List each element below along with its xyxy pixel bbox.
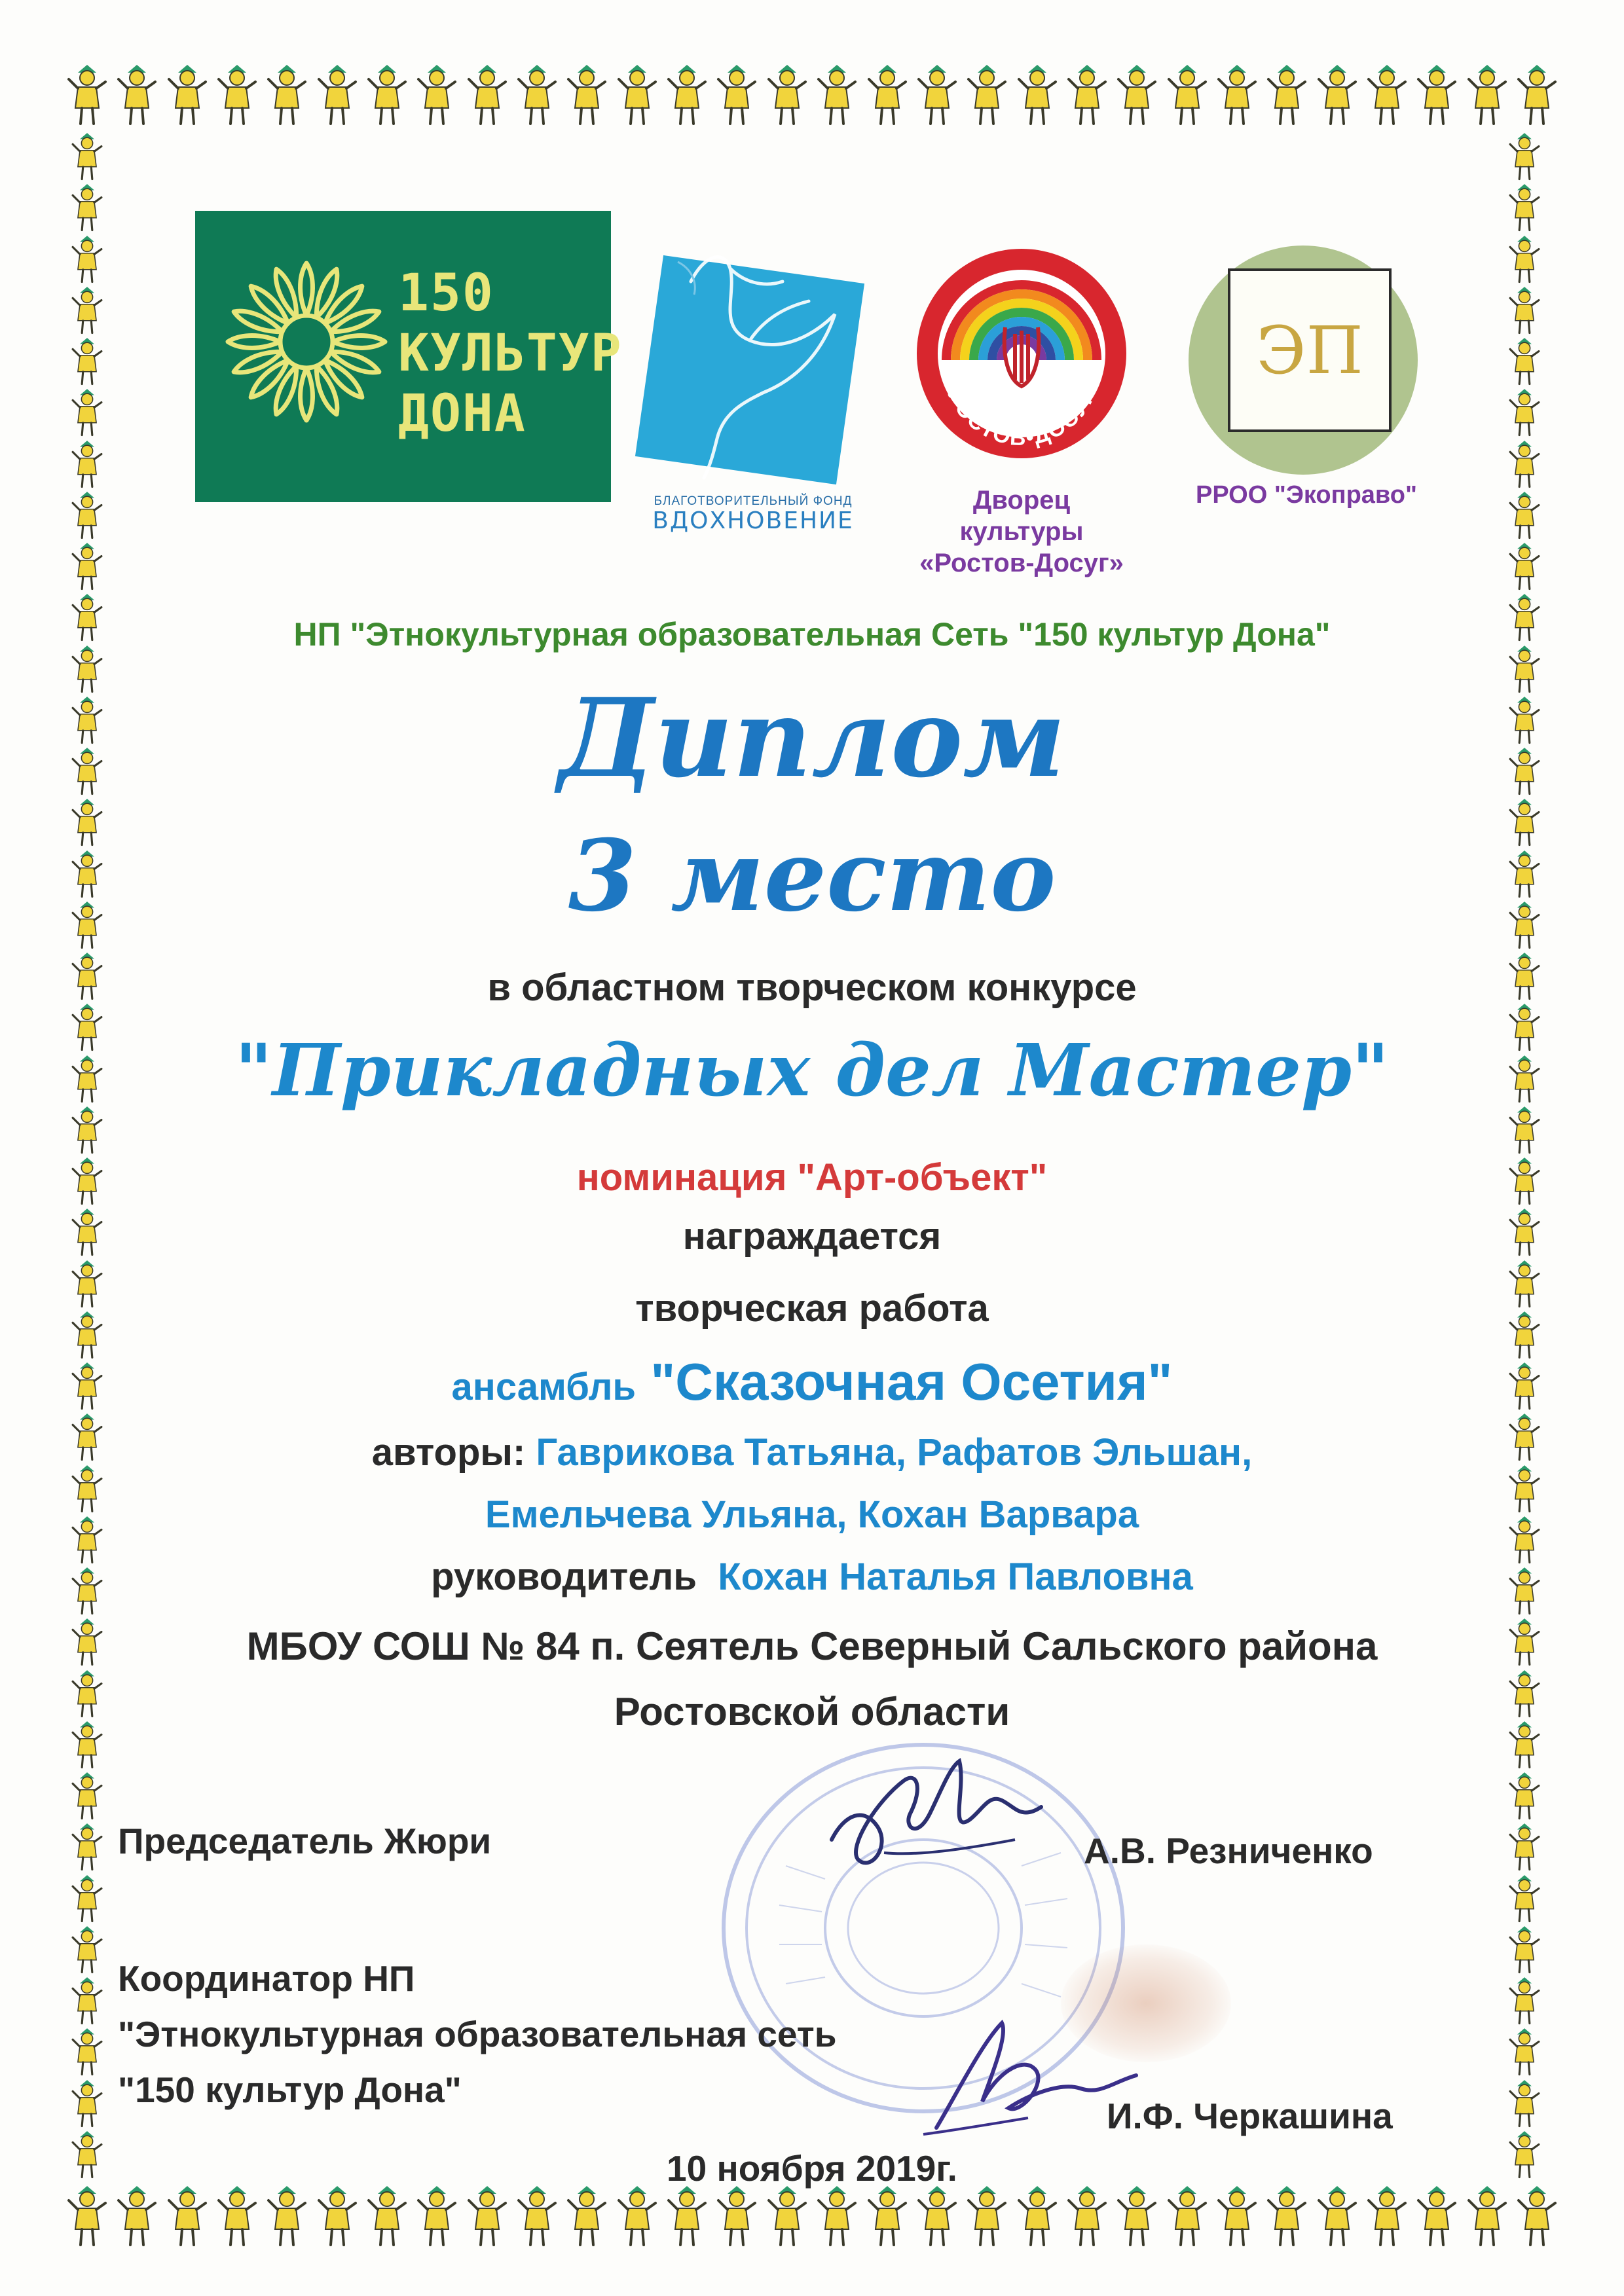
yellow-child-figure-icon xyxy=(262,62,312,128)
yellow-child-figure-icon xyxy=(62,1924,112,1975)
nomination-line: номинация "Арт-объект" xyxy=(576,1156,1048,1199)
diploma-title: Диплом xyxy=(558,674,1066,801)
yellow-child-figure-icon xyxy=(612,62,662,128)
culture150-logo xyxy=(195,211,623,502)
coordinator-line-3: "150 культур Дона" xyxy=(118,2069,462,2110)
yellow-child-figure-icon xyxy=(462,2183,512,2249)
yellow-child-figure-icon xyxy=(62,62,112,128)
yellow-child-figure-icon xyxy=(862,2183,912,2249)
yellow-child-figure-icon xyxy=(1500,2078,1549,2129)
yellow-child-figure-icon xyxy=(412,62,462,128)
yellow-child-figure-icon xyxy=(612,2183,662,2249)
yellow-child-figure-icon xyxy=(862,62,912,128)
yellow-child-figure-icon xyxy=(62,182,112,233)
yellow-child-figure-icon xyxy=(512,2183,562,2249)
yellow-child-figure-icon xyxy=(212,2183,262,2249)
coordinator-line-1: Координатор НП xyxy=(118,1958,415,1999)
yellow-child-figure-icon xyxy=(1500,1873,1549,1924)
ensemble-line xyxy=(0,1352,1624,1412)
yellow-child-figure-icon xyxy=(1462,2183,1512,2249)
leader-name: Кохан Наталья Павловна xyxy=(718,1556,1193,1598)
logo-line-1: 150 xyxy=(398,264,494,323)
leader-label: руководитель xyxy=(431,1556,697,1598)
authors-line-1 xyxy=(0,1430,1624,1474)
logo-line-3: ДОНА xyxy=(398,384,526,443)
ep-letters: ЭП xyxy=(1256,312,1363,389)
yellow-child-figure-icon xyxy=(1212,62,1262,128)
yellow-child-figure-icon xyxy=(1500,1770,1549,1821)
yellow-child-figure-icon xyxy=(1500,1975,1549,2026)
work-line: творческая работа xyxy=(635,1287,989,1330)
yellow-child-figure-icon xyxy=(1512,2183,1562,2249)
yellow-child-figure-icon xyxy=(62,285,112,336)
yellow-child-figure-icon xyxy=(662,62,712,128)
awarded-line: награждается xyxy=(682,1215,942,1258)
yellow-child-figure-icon xyxy=(1412,62,1462,128)
place-heading: 3 место xyxy=(568,818,1056,934)
rainbow-lyre-icon xyxy=(913,246,1130,462)
yellow-child-figure-icon xyxy=(1362,62,1412,128)
yellow-child-figure-icon xyxy=(1162,62,1212,128)
coordinator-name: И.Ф. Черкашина xyxy=(1107,2096,1393,2136)
yellow-child-figure-icon xyxy=(62,490,112,541)
leader-line xyxy=(0,1555,1624,1599)
yellow-child-figure-icon xyxy=(1412,2183,1462,2249)
yellow-child-figure-icon xyxy=(62,131,112,182)
yellow-child-figure-icon xyxy=(962,62,1012,128)
yellow-child-figure-icon xyxy=(1012,62,1062,128)
yellow-child-figure-icon xyxy=(62,1873,112,1924)
yellow-child-figure-icon xyxy=(62,439,112,490)
yellow-child-figure-icon xyxy=(362,2183,412,2249)
yellow-child-figure-icon xyxy=(1112,62,1162,128)
authors-names-1: Гаврикова Татьяна, Рафатов Эльшан, xyxy=(536,1431,1253,1474)
yellow-child-figure-icon xyxy=(112,62,162,128)
yellow-child-figure-icon xyxy=(1012,2183,1062,2249)
yellow-child-figure-icon xyxy=(62,2026,112,2077)
yellow-child-figure-icon xyxy=(1500,336,1549,387)
yellow-child-figure-icon xyxy=(1500,234,1549,285)
school-line-1: МБОУ СОШ № 84 п. Сеятель Северный Сальского района xyxy=(246,1624,1378,1668)
yellow-child-figure-icon xyxy=(712,62,762,128)
authors-names-2: Емельчева Ульяна, Кохан Варвара xyxy=(485,1493,1139,1536)
yellow-child-figure-icon xyxy=(562,2183,612,2249)
yellow-child-figure-icon xyxy=(1262,2183,1312,2249)
caption-line-1: Дворец xyxy=(972,486,1071,515)
yellow-child-figure-icon xyxy=(812,62,862,128)
contest-name: "Прикладных дел Мастер" xyxy=(234,1028,1390,1112)
yellow-child-figure-icon xyxy=(1500,131,1549,182)
rostov-dosug-logo xyxy=(904,246,1139,586)
yellow-child-figure-icon xyxy=(1500,2026,1549,2077)
yellow-child-figure-icon xyxy=(62,387,112,438)
yellow-child-figure-icon xyxy=(362,62,412,128)
caption-line-2: культуры xyxy=(959,517,1084,546)
chair-name: А.В. Резниченко xyxy=(1084,1831,1373,1871)
yellow-child-figure-icon xyxy=(1312,62,1362,128)
ring-text: РОСТОВ•ДОСУГ xyxy=(942,384,1101,451)
ep-square xyxy=(1228,268,1392,432)
rostov-dosug-caption xyxy=(904,484,1139,579)
ekopravo-caption: РРОО "Экоправо" xyxy=(1195,481,1418,509)
yellow-child-figure-icon xyxy=(412,2183,462,2249)
vdohnovenie-logo xyxy=(645,242,861,543)
yellow-child-figure-icon xyxy=(262,2183,312,2249)
yellow-child-figure-icon xyxy=(812,2183,862,2249)
yellow-child-figure-icon xyxy=(712,2183,762,2249)
yellow-child-figure-icon xyxy=(1062,2183,1112,2249)
yellow-child-figure-icon xyxy=(462,62,512,128)
border-bottom xyxy=(62,2183,1562,2249)
yellow-child-figure-icon xyxy=(1500,541,1549,592)
yellow-child-figure-icon xyxy=(312,2183,362,2249)
yellow-child-figure-icon xyxy=(1500,182,1549,233)
yellow-child-figure-icon xyxy=(1500,1821,1549,1872)
yellow-child-figure-icon xyxy=(1500,285,1549,336)
date-line: 10 ноября 2019г. xyxy=(667,2148,957,2189)
yellow-child-figure-icon xyxy=(762,62,812,128)
yellow-child-figure-icon xyxy=(1500,439,1549,490)
yellow-child-figure-icon xyxy=(562,62,612,128)
yellow-child-figure-icon xyxy=(62,2078,112,2129)
yellow-child-figure-icon xyxy=(62,1975,112,2026)
yellow-child-figure-icon xyxy=(1312,2183,1362,2249)
coordinator-line-2: "Этнокультурная образовательная сеть xyxy=(118,2014,837,2054)
green-circle xyxy=(1189,246,1418,475)
yellow-child-figure-icon xyxy=(1500,387,1549,438)
yellow-child-figure-icon xyxy=(1500,1924,1549,1975)
yellow-child-figure-icon xyxy=(1162,2183,1212,2249)
chair-label: Председатель Жюри xyxy=(118,1821,492,1861)
dove-icon xyxy=(652,242,861,491)
yellow-child-figure-icon xyxy=(762,2183,812,2249)
organization-line: НП "Этнокультурная образовательная Сеть "150 культур Дона" xyxy=(293,616,1331,653)
yellow-child-figure-icon xyxy=(962,2183,1012,2249)
yellow-child-figure-icon xyxy=(162,62,212,128)
yellow-child-figure-icon xyxy=(1500,490,1549,541)
yellow-child-figure-icon xyxy=(62,1821,112,1872)
yellow-child-figure-icon xyxy=(912,2183,962,2249)
logo-line-2: КУЛЬТУР xyxy=(398,324,623,383)
yellow-child-figure-icon xyxy=(212,62,262,128)
contest-line: в областном творческом конкурсе xyxy=(487,966,1137,1009)
yellow-child-figure-icon xyxy=(62,541,112,592)
yellow-child-figure-icon xyxy=(1362,2183,1412,2249)
yellow-child-figure-icon xyxy=(62,1770,112,1821)
sunflower-icon xyxy=(221,257,392,427)
yellow-child-figure-icon xyxy=(912,62,962,128)
yellow-child-figure-icon xyxy=(1262,62,1312,128)
yellow-child-figure-icon xyxy=(62,2183,112,2249)
yellow-child-figure-icon xyxy=(62,234,112,285)
yellow-child-figure-icon xyxy=(662,2183,712,2249)
yellow-child-figure-icon xyxy=(512,62,562,128)
ekopravo-logo xyxy=(1182,246,1431,520)
border-top xyxy=(62,62,1562,128)
yellow-child-figure-icon xyxy=(1512,62,1562,128)
yellow-child-figure-icon xyxy=(312,62,362,128)
yellow-child-figure-icon xyxy=(162,2183,212,2249)
yellow-child-figure-icon xyxy=(1462,62,1512,128)
vdohnovenie-caption: ВДОХНОВЕНИЕ xyxy=(652,507,854,534)
school-line-2: Ростовской области xyxy=(614,1690,1010,1734)
ensemble-label: ансамбль xyxy=(451,1366,637,1408)
chair-signature xyxy=(819,1741,1054,1892)
yellow-child-figure-icon xyxy=(112,2183,162,2249)
authors-label: авторы: xyxy=(371,1431,526,1474)
yellow-child-figure-icon xyxy=(1212,2183,1262,2249)
yellow-child-figure-icon xyxy=(1062,62,1112,128)
caption-line-3: «Ростов-Досуг» xyxy=(919,549,1124,577)
ensemble-value: "Сказочная Осетия" xyxy=(650,1353,1173,1411)
yellow-child-figure-icon xyxy=(62,336,112,387)
vdohnovenie-caption-small: БЛАГОТВОРИТЕЛЬНЫЙ ФОНД xyxy=(654,494,853,508)
yellow-child-figure-icon xyxy=(1112,2183,1162,2249)
